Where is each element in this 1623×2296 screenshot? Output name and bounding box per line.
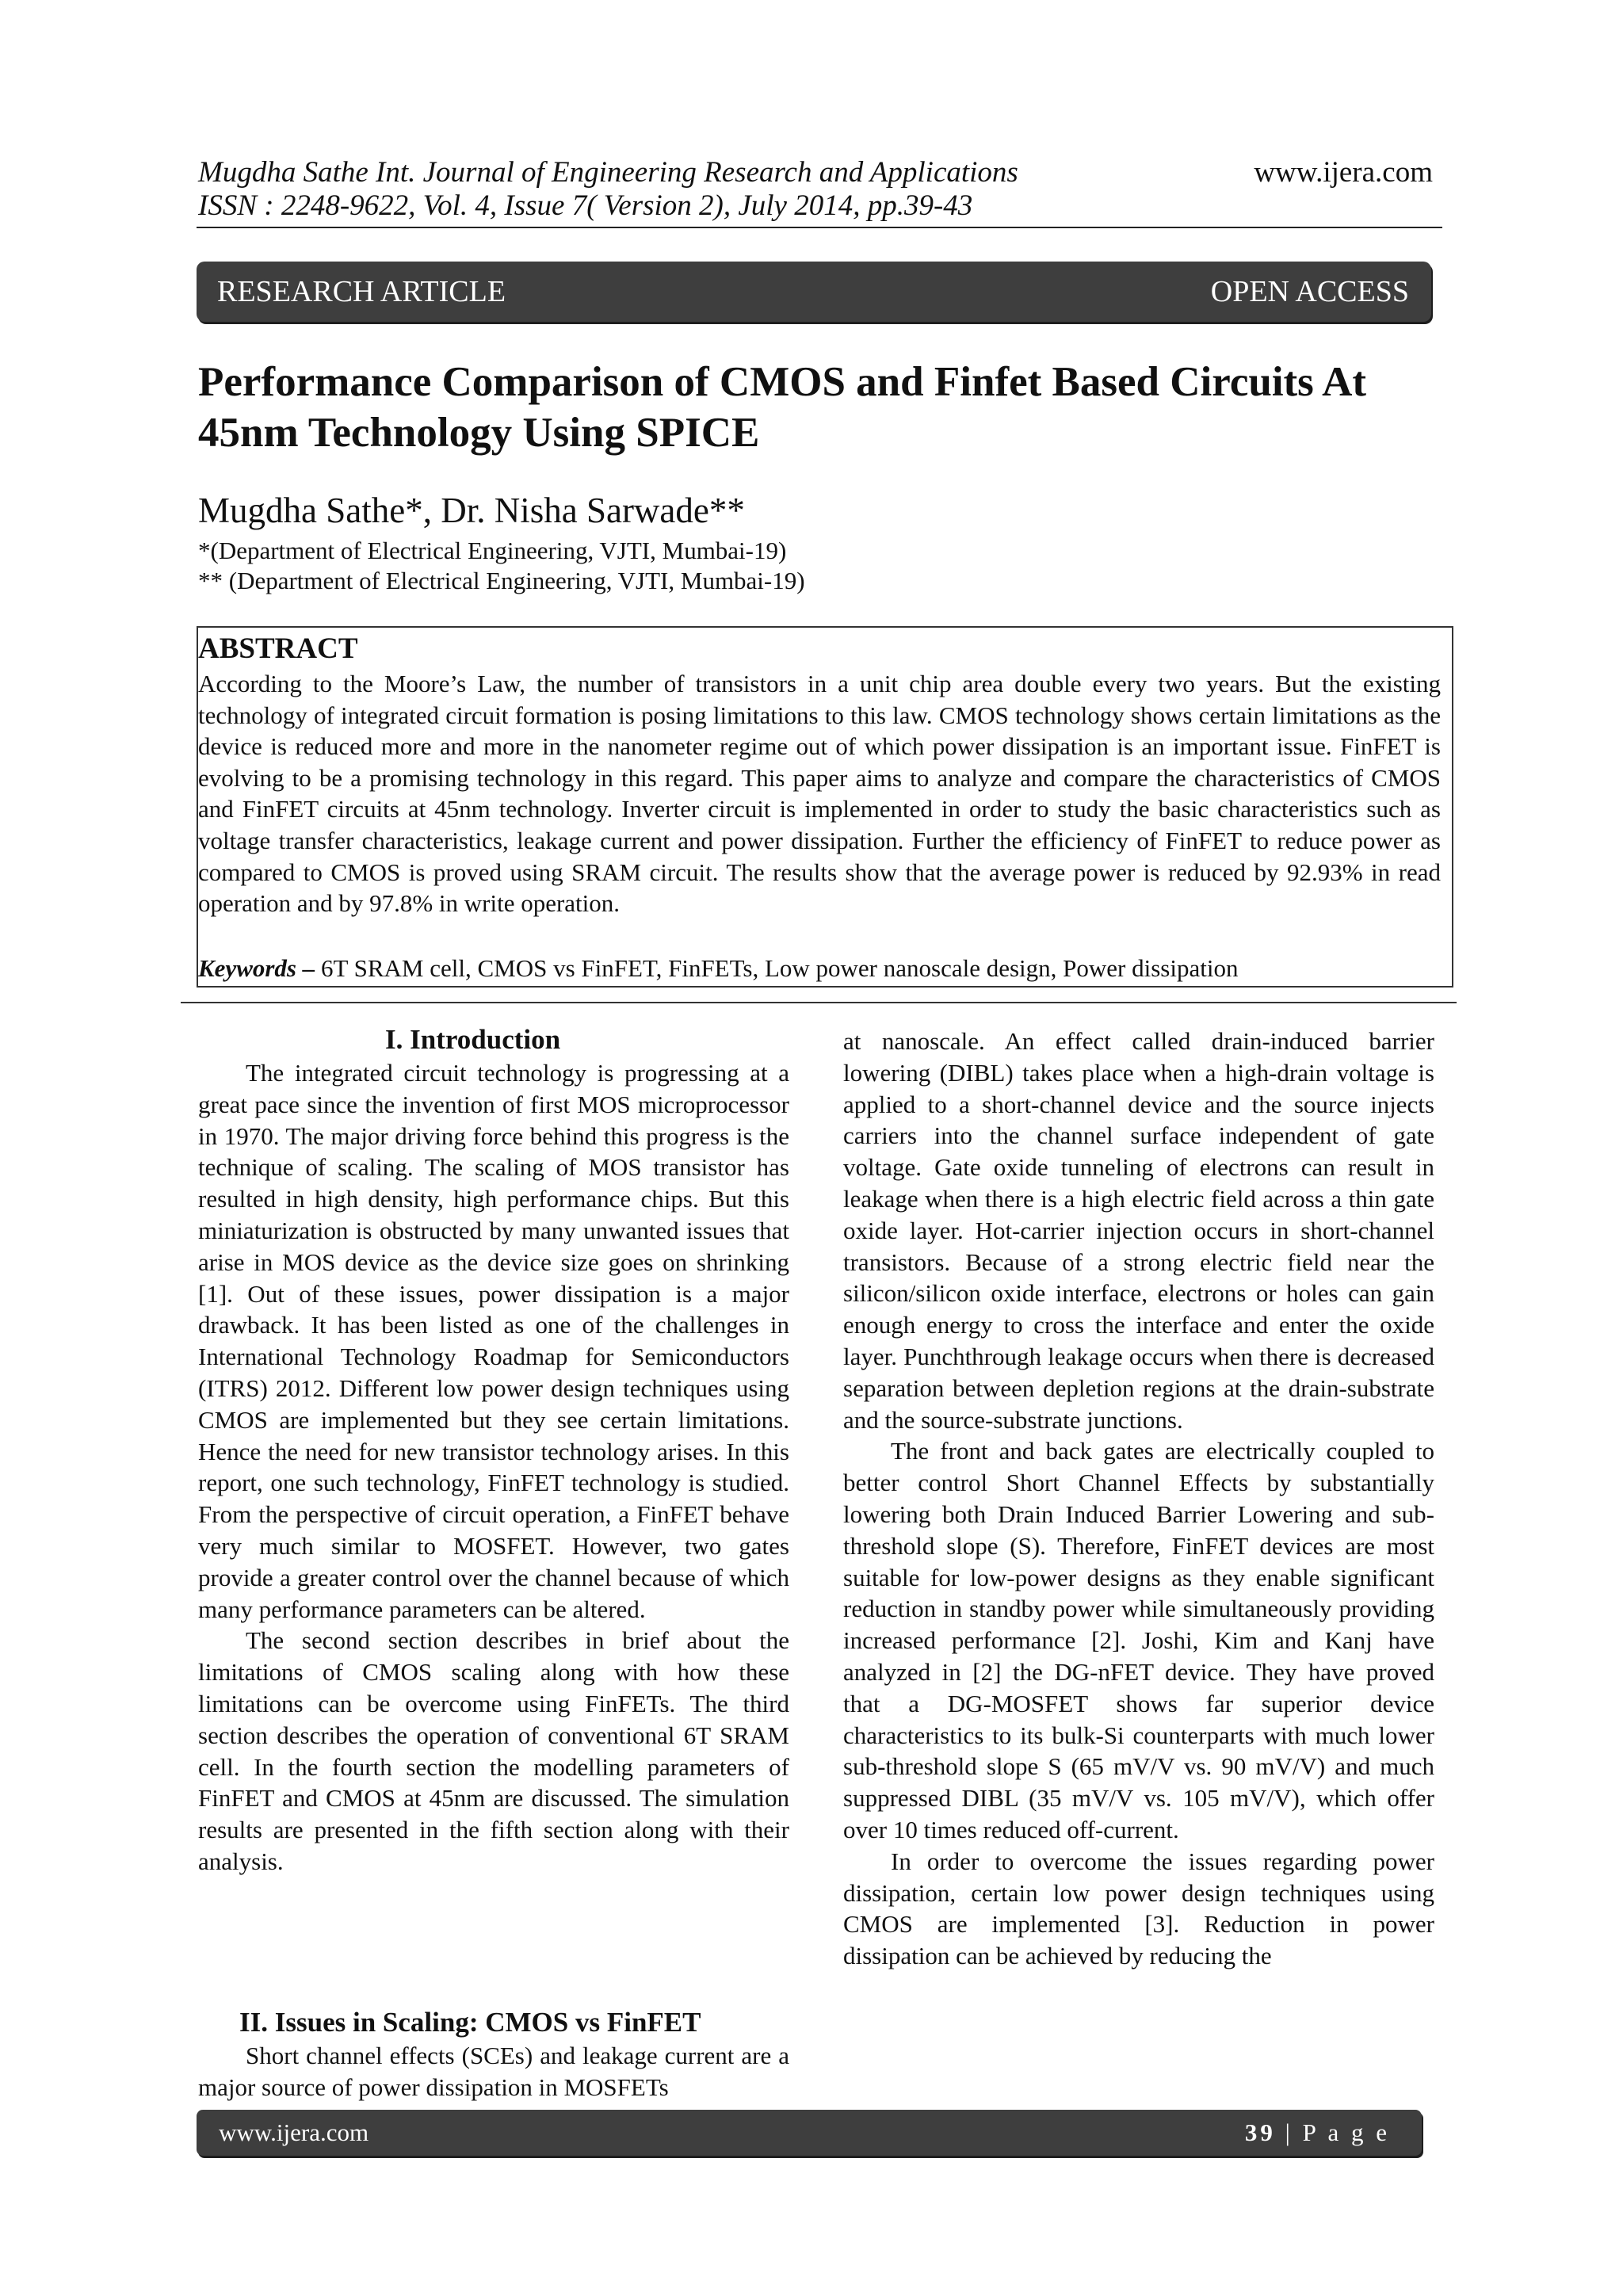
section-1-heading: I. Introduction <box>385 1024 561 1055</box>
footer-url[interactable]: www.ijera.com <box>219 2118 369 2146</box>
left-column-body-2 <box>198 2040 789 2103</box>
page-label: | P a g e <box>1275 2118 1390 2146</box>
paper-title-line2: 45nm Technology Using SPICE <box>198 410 760 456</box>
page-footer <box>197 2110 1422 2156</box>
paper-title-line1: Performance Comparison of CMOS and Finfet Based Circuits At <box>198 359 1367 405</box>
affiliation-1: *(Department of Electrical Engineering, VJTI, Mumbai-19) <box>198 537 787 564</box>
right-paragraph-3: In order to overcome the issues regarding power dissipation, certain low power design techniques using CMOS are implemented [3]. Reduction in power dissipation can be achieved by reducing the <box>843 1847 1434 1970</box>
header-rule <box>197 227 1442 228</box>
section-2-heading: II. Issues in Scaling: CMOS vs FinFET <box>239 2007 701 2038</box>
journal-header-line2: ISSN : 2248-9622, Vol. 4, Issue 7( Version 2), July 2014, pp.39-43 <box>198 189 973 222</box>
section-2-paragraph-1: Short channel effects (SCEs) and leakage current are a major source of power dissipation in MOSFETs <box>198 2042 789 2101</box>
keywords-label: Keywords – <box>198 954 315 982</box>
article-type-banner <box>197 262 1431 322</box>
open-access-label: OPEN ACCESS <box>1210 275 1409 308</box>
paper-title <box>198 357 1442 458</box>
right-paragraph-2: The front and back gates are electrically coupled to better control Short Channel Effects by substantially lowering both Drain Induced Barrier Lowering and sub-threshold slope (S). Therefore, FinFET devices are most suitable for low-power designs as they enable significant reduction in standby power while simultaneously providing increased performance [2]. Joshi, Kim and Kanj have analyzed in [2] the DG-nFET device. They have proved that a DG-MOSFET shows far superior device characteristics to its bulk-Si counterparts with much lower sub-threshold slope S (65 mV/V vs. 90 mV/V) and much suppressed DIBL (35 mV/V vs. 105 mV/V), which offer over 10 times reduced off-current. <box>843 1437 1434 1843</box>
intro-paragraph-1: The integrated circuit technology is progressing at a great pace since the invention of first MOS microprocessor in 1970. The major driving force behind this progress is the technique of scaling. The scaling of MOS transistor has resulted in high density, high performance chips. But this miniaturization is obstructed by many unwanted issues that arise in MOS device as the device size goes on shrinking [1]. Out of these issues, power dissipation is a major drawback. It has been listed as one of the challenges in International Technology Roadmap for Semiconductors (ITRS) 2012. Different low power design techniques using CMOS are implemented but they see certain limitations. Hence the need for new transistor technology arises. In this report, one such technology, FinFET technology is studied. From the perspective of circuit operation, a FinFET behave very much similar to MOSFET. However, two gates provide a greater control over the channel because of which many performance parameters can be altered. <box>198 1059 789 1623</box>
journal-header-url[interactable]: www.ijera.com <box>1254 156 1433 189</box>
keywords <box>198 953 1238 984</box>
intro-paragraph-2: The second section describes in brief about the limitations of CMOS scaling along with how these limitations can be overcome using FinFETs. The third section describes the operation of conventional 6T SRAM cell. In the fourth section the modelling parameters of FinFET and CMOS at 45nm are discussed. The simulation results are presented in the fifth section along with their analysis. <box>198 1626 789 1875</box>
abstract-heading: ABSTRACT <box>198 632 358 665</box>
keywords-list: 6T SRAM cell, CMOS vs FinFET, FinFETs, Low power nanoscale design, Power dissipation <box>315 954 1239 982</box>
right-paragraph-1: at nanoscale. An effect called drain-induced barrier lowering (DIBL) takes place when a high-drain voltage is applied to a short-channel device and the source injects carriers into the channel surface independent of gate voltage. Gate oxide tunneling of electrons can result in leakage when there is a high electric field across a thin gate oxide layer. Hot-carrier injection occurs in short-channel transistors. Because of a strong electric field near the silicon/silicon oxide interface, electrons or holes can gain enough energy to cross the interface and enter the oxide layer. Punchthrough leakage occurs when there is decreased separation between depletion regions at the drain-substrate and the source-substrate junctions. <box>843 1027 1434 1434</box>
authors: Mugdha Sathe*, Dr. Nisha Sarwade** <box>198 491 745 530</box>
affiliation-2: ** (Department of Electrical Engineering, VJTI, Mumbai-19) <box>198 567 805 594</box>
page-number: 39 <box>1244 2118 1276 2146</box>
right-column-body <box>843 1026 1434 1972</box>
abstract-text: According to the Moore’s Law, the number of transistors in a unit chip area double every two years. But the existing technology of integrated circuit formation is posing limitations to this law. CMOS technology shows certain limitations as the device is reduced more and more in the nanometer regime out of which power dissipation is an important issue. FinFET is evolving to be a promising technology in this regard. This paper aims to analyze and compare the characteristics of CMOS and FinFET circuits at 45nm technology. Inverter circuit is implemented in order to study the basic characteristics such as voltage transfer characteristics, leakage current and power dissipation. Further the efficiency of FinFET to reduce power as compared to CMOS is proved using SRAM circuit. The results show that the average power is reduced by 92.93% in read operation and by 97.8% in write operation. <box>198 670 1441 918</box>
research-article-label: RESEARCH ARTICLE <box>217 275 506 308</box>
left-column-body-1 <box>198 1057 789 1878</box>
journal-header-line1: Mugdha Sathe Int. Journal of Engineering Research and Applications <box>198 156 1018 189</box>
footer-page-indicator <box>1245 2118 1390 2147</box>
abstract-bottom-rule <box>181 1002 1457 1003</box>
